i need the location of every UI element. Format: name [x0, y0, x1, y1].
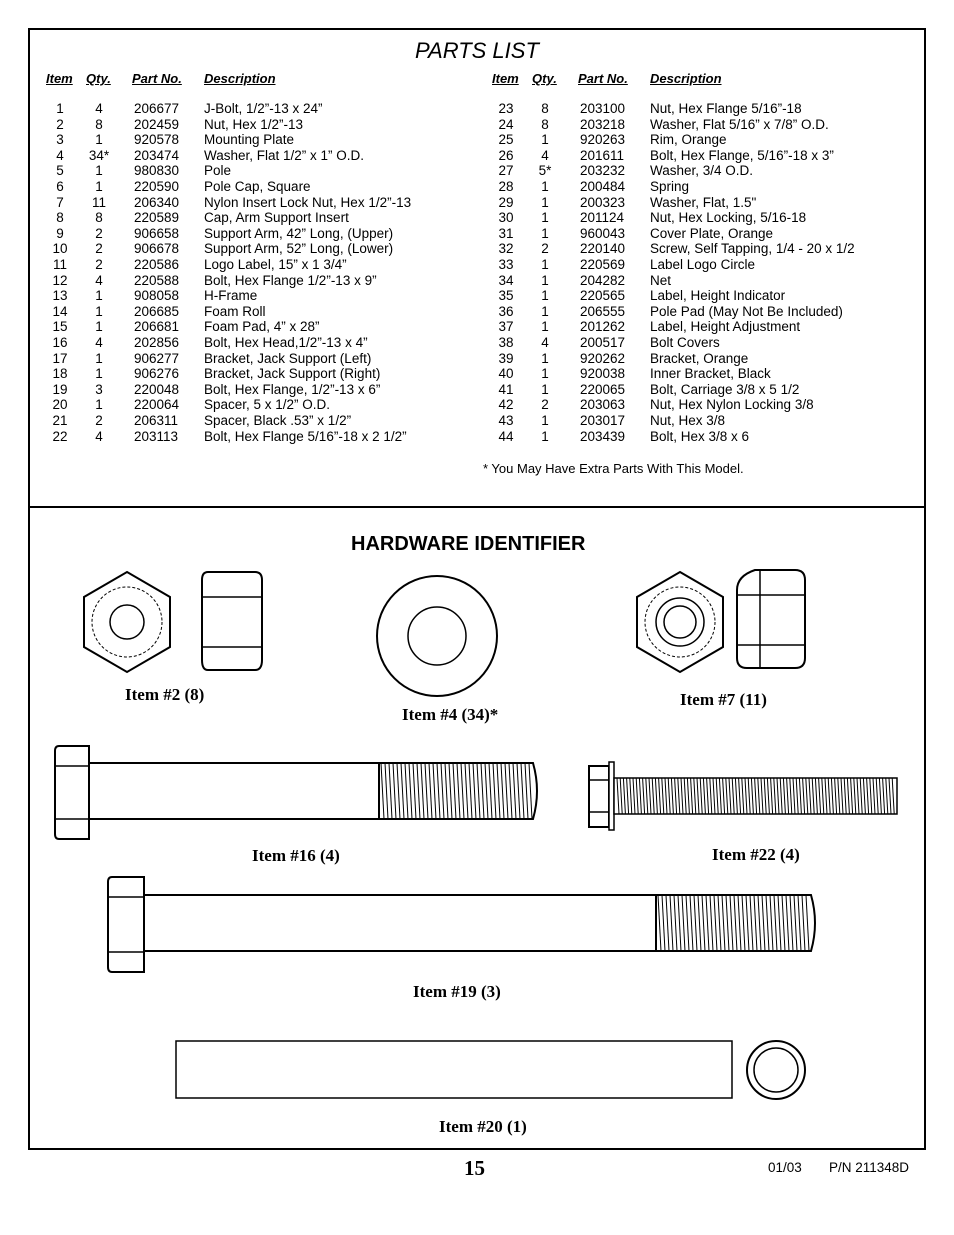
description: H-Frame [204, 288, 258, 304]
part-number-cell: 220590 [134, 179, 180, 194]
item-number: 4 [56, 147, 64, 163]
quantity: 1 [541, 257, 549, 272]
description: Bolt, Hex Flange 1/2”-13 x 9” [204, 272, 377, 288]
part-number-cell: 906658 [134, 225, 180, 241]
item-number: 8 [56, 210, 64, 226]
description: Bolt, Hex Flange, 1/2”-13 x 6” [204, 381, 381, 397]
item-number: 20 [52, 397, 68, 413]
description: Bracket, Jack Support (Right) [204, 366, 381, 382]
item-number: 30 [498, 210, 514, 226]
quantity: 1 [95, 350, 103, 366]
description: Bolt, Carriage 3/8 x 5 1/2 [650, 381, 800, 397]
quantity: 1 [95, 288, 103, 304]
description: Washer, 3/4 O.D. [650, 163, 754, 179]
item-number: 39 [498, 350, 514, 366]
item-number: 34 [498, 272, 514, 288]
lock-nut-side-icon [735, 568, 810, 673]
description: Bolt, Hex Flange, 5/16”-18 x 3” [650, 147, 834, 163]
flange-bolt-icon [587, 762, 902, 830]
quantity: 2 [95, 241, 103, 257]
part-number-cell: 220048 [134, 381, 180, 397]
quantity: 1 [541, 225, 549, 241]
part-number-cell: 220588 [134, 272, 180, 288]
part-number-cell: 200517 [580, 335, 626, 350]
item-number: 18 [52, 366, 68, 382]
part-number-cell: 206311 [134, 413, 179, 428]
item-16-label: Item #16 (4) [252, 846, 340, 865]
item-number: 2 [56, 116, 64, 132]
header-description-right: Description [650, 71, 722, 86]
quantity: 1 [541, 303, 549, 319]
quantity: 4 [95, 428, 103, 444]
part-number-cell: 920038 [580, 366, 626, 382]
description: Screw, Self Tapping, 1/4 - 20 x 1/2 [650, 241, 855, 257]
spacer-side-icon [175, 1040, 735, 1100]
item-22-label: Item #22 (4) [712, 845, 800, 864]
item-number: 26 [498, 147, 514, 163]
item-number: 13 [52, 288, 68, 304]
description: Nut, Hex 1/2”-13 [204, 116, 304, 132]
item-number: 21 [52, 413, 68, 428]
quantity: 5* [538, 163, 552, 179]
description: Cover Plate, Orange [650, 225, 774, 241]
item-number: 33 [498, 257, 514, 272]
quantity: 8 [95, 210, 103, 226]
quantity: 1 [541, 350, 549, 366]
quantity: 1 [541, 132, 549, 148]
item-number: 28 [498, 179, 514, 194]
item-number: 3 [56, 132, 64, 148]
item-number: 1 [56, 101, 64, 116]
item-number: 38 [498, 335, 514, 350]
item-19-label: Item #19 (3) [413, 982, 501, 1001]
hex-nut-side-icon [200, 570, 265, 675]
part-number-cell: 203017 [580, 413, 626, 428]
item-7-label: Item #7 (11) [680, 690, 767, 709]
quantity: 1 [541, 366, 549, 382]
part-number-cell: 206685 [134, 303, 180, 319]
item-number: 16 [52, 335, 68, 350]
part-number-cell: 206555 [580, 303, 626, 319]
part-number-cell: 220065 [580, 381, 626, 397]
item-number: 36 [498, 303, 514, 319]
part-number-cell: 906277 [134, 350, 180, 366]
part-number-cell: 220589 [134, 210, 180, 226]
description: Nut, Hex Locking, 5/16-18 [650, 210, 807, 226]
part-number-cell: 906276 [134, 366, 180, 382]
description: Nut, Hex Flange 5/16”-18 [650, 101, 802, 116]
description: Support Arm, 52” Long, (Lower) [204, 241, 394, 257]
description: Washer, Flat, 1.5" [650, 194, 757, 210]
item-number: 27 [498, 163, 514, 179]
quantity: 11 [91, 194, 106, 210]
item-number: 17 [52, 350, 68, 366]
extra-parts-note: * You May Have Extra Parts With This Model. [483, 461, 744, 476]
quantity: 1 [541, 288, 549, 304]
part-number-cell: 203063 [580, 397, 626, 413]
item-number: 10 [52, 241, 68, 257]
part-number-cell: 203113 [134, 428, 179, 444]
part-number-cell: 960043 [580, 225, 626, 241]
quantity: 1 [95, 397, 103, 413]
description: J-Bolt, 1/2”-13 x 24” [204, 101, 323, 116]
item-number: 32 [498, 241, 514, 257]
header-qty-left: Qty. [86, 71, 111, 86]
long-hex-bolt-icon [108, 875, 823, 975]
header-item-right: Item [492, 71, 519, 86]
part-number-cell: 908058 [134, 288, 180, 304]
part-number-cell: 220064 [134, 397, 180, 413]
header-description-left: Description [204, 71, 276, 86]
item-number: 15 [52, 319, 68, 335]
item-number: 43 [498, 413, 514, 428]
parts-list-title: PARTS LIST [415, 38, 539, 63]
item-number: 35 [498, 288, 514, 304]
item-number: 37 [498, 319, 514, 335]
item-number: 7 [56, 194, 64, 210]
quantity: 4 [95, 335, 103, 350]
quantity: 4 [95, 101, 103, 116]
part-number-cell: 204282 [580, 272, 626, 288]
lock-nut-top-icon [633, 570, 728, 680]
part-number-cell: 206340 [134, 194, 180, 210]
header-qty-right: Qty. [532, 71, 557, 86]
quantity: 4 [541, 335, 549, 350]
item-number: 12 [52, 272, 68, 288]
part-number-cell: 220586 [134, 257, 180, 272]
part-number-cell: 220569 [580, 257, 626, 272]
part-number-cell: 220140 [580, 241, 626, 257]
part-number-cell: 202856 [134, 335, 180, 350]
part-number-cell: 980830 [134, 163, 180, 179]
item-number: 25 [498, 132, 514, 148]
quantity: 1 [541, 272, 549, 288]
quantity: 2 [95, 413, 103, 428]
part-number-cell: 201124 [580, 210, 625, 226]
part-number: P/N 211348D [829, 1160, 910, 1175]
description: Pole Pad (May Not Be Included) [650, 303, 843, 319]
description: Inner Bracket, Black [650, 366, 771, 382]
part-number-cell: 920578 [134, 132, 180, 148]
header-item-left: Item [46, 71, 73, 86]
part-number-cell: 920263 [580, 132, 626, 148]
description: Pole [204, 163, 232, 179]
item-number: 14 [52, 303, 68, 319]
description: Nut, Hex 3/8 [650, 413, 726, 428]
header-partno-right: Part No. [578, 71, 628, 86]
description: Foam Roll [204, 303, 266, 319]
quantity: 1 [95, 179, 103, 194]
description: Washer, Flat 5/16” x 7/8” O.D. [650, 116, 829, 132]
header-partno-left: Part No. [132, 71, 182, 86]
item-number: 40 [498, 366, 514, 382]
part-number-cell: 203439 [580, 428, 626, 444]
quantity: 8 [95, 116, 103, 132]
description: Bracket, Orange [650, 350, 749, 366]
description: Rim, Orange [650, 132, 727, 148]
page-number: 15 [464, 1156, 485, 1180]
item-number: 31 [498, 225, 514, 241]
quantity: 2 [95, 257, 103, 272]
part-number-cell: 203100 [580, 101, 626, 116]
description: Label Logo Circle [650, 257, 756, 272]
part-number-cell: 206677 [134, 101, 180, 116]
item-number: 22 [52, 428, 68, 444]
description: Bracket, Jack Support (Left) [204, 350, 372, 366]
quantity: 1 [95, 132, 103, 148]
description: Bolt, Hex 3/8 x 6 [650, 428, 750, 444]
description: Bolt, Hex Head,1/2”-13 x 4” [204, 335, 368, 350]
hardware-identifier-title: HARDWARE IDENTIFIER [351, 533, 586, 555]
item-number: 42 [498, 397, 514, 413]
description: Net [650, 272, 672, 288]
description: Support Arm, 42” Long, (Upper) [204, 225, 394, 241]
part-number-cell: 203218 [580, 116, 626, 132]
description: Label, Height Adjustment [650, 319, 801, 335]
quantity: 1 [95, 303, 103, 319]
description: Spacer, Black .53” x 1/2” [204, 413, 352, 428]
part-number-cell: 206681 [134, 319, 180, 335]
quantity: 1 [541, 179, 549, 194]
description: Foam Pad, 4” x 28” [204, 319, 320, 335]
quantity: 1 [541, 210, 549, 226]
hex-nut-top-icon [80, 570, 175, 680]
item-20-label: Item #20 (1) [439, 1117, 527, 1136]
description: Washer, Flat 1/2” x 1” O.D. [204, 147, 365, 163]
quantity: 1 [95, 163, 103, 179]
description: Logo Label, 15” x 1 3/4” [204, 257, 347, 272]
part-number-cell: 920262 [580, 350, 626, 366]
item-number: 24 [498, 116, 514, 132]
description: Cap, Arm Support Insert [204, 210, 349, 226]
item-number: 5 [56, 163, 64, 179]
description: Spring [650, 179, 690, 194]
item-number: 29 [498, 194, 514, 210]
quantity: 1 [541, 194, 549, 210]
part-number-cell: 220565 [580, 288, 626, 304]
part-number-cell: 201262 [580, 319, 626, 335]
quantity: 2 [541, 397, 549, 413]
spacer-end-icon [745, 1039, 809, 1103]
item-number: 23 [498, 101, 514, 116]
item-number: 41 [498, 381, 514, 397]
part-number-cell: 203232 [580, 163, 626, 179]
hex-head-bolt-icon [55, 744, 545, 842]
item-4-label: Item #4 (34)* [402, 705, 499, 724]
quantity: 4 [541, 147, 549, 163]
quantity: 3 [95, 381, 103, 397]
quantity: 2 [541, 241, 549, 257]
flat-washer-icon [375, 574, 500, 699]
description: Label, Height Indicator [650, 288, 786, 304]
item-number: 9 [56, 225, 64, 241]
quantity: 1 [541, 428, 549, 444]
description: Nylon Insert Lock Nut, Hex 1/2”-13 [204, 194, 412, 210]
description: Mounting Plate [204, 132, 295, 148]
item-number: 44 [498, 428, 514, 444]
revision-date: 01/03 [768, 1160, 802, 1175]
description: Nut, Hex Nylon Locking 3/8 [650, 397, 814, 413]
description: Bolt, Hex Flange 5/16”-18 x 2 1/2” [204, 428, 407, 444]
quantity: 8 [541, 101, 549, 116]
quantity: 1 [541, 381, 549, 397]
item-number: 19 [52, 381, 68, 397]
item-2-label: Item #2 (8) [125, 685, 205, 704]
part-number-cell: 906678 [134, 241, 180, 257]
quantity: 1 [541, 319, 549, 335]
quantity: 1 [95, 366, 103, 382]
item-number: 11 [52, 257, 67, 272]
quantity: 8 [541, 116, 549, 132]
part-number-cell: 200323 [580, 194, 626, 210]
description: Pole Cap, Square [204, 179, 311, 194]
quantity: 34* [88, 147, 110, 163]
quantity: 4 [95, 272, 103, 288]
quantity: 1 [541, 413, 549, 428]
part-number-cell: 201611 [580, 147, 625, 163]
part-number-cell: 202459 [134, 116, 180, 132]
part-number-cell: 203474 [134, 147, 180, 163]
description: Spacer, 5 x 1/2” O.D. [204, 397, 331, 413]
quantity: 1 [95, 319, 103, 335]
item-number: 6 [56, 179, 64, 194]
part-number-cell: 200484 [580, 179, 626, 194]
description: Bolt Covers [650, 335, 720, 350]
quantity: 2 [95, 225, 103, 241]
